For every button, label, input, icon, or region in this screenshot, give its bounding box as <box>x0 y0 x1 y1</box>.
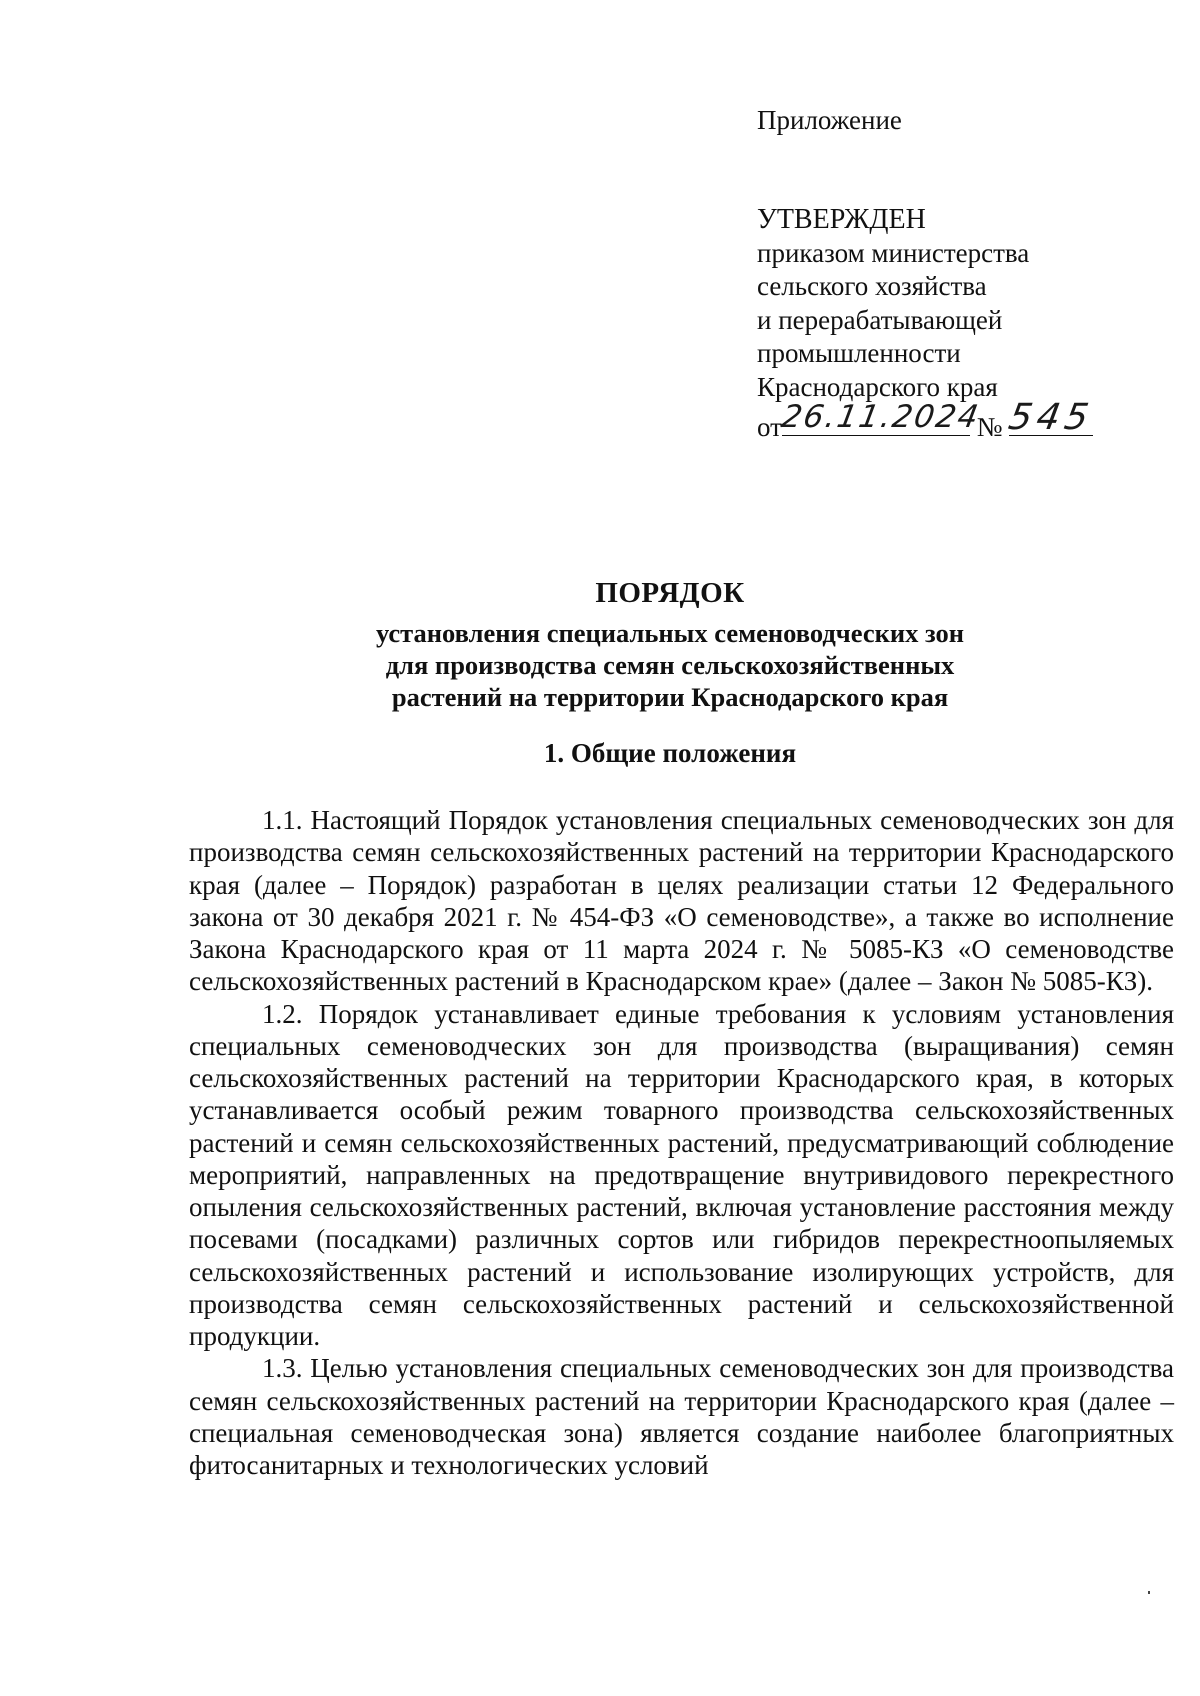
approval-line: сельского хозяйства <box>757 271 987 302</box>
document-title-block <box>150 576 1190 713</box>
paragraph-1-1: 1.1. Настоящий Порядок установления специальных семеноводческих зон для производства семян сельскохозяйственных растений на территории Краснодарского края (далее – Порядок) разработан в целях реализации статьи 12 Федерального закона от 30 декабря 2021 г. № 454-ФЗ «О семеноводстве», а также во исполнение Закона Краснодарского края от 11 марта 2024 г. № 5085-КЗ «О семеноводстве сельскохозяйственных растений в Краснодарском крае» (далее – Закон № 5085-КЗ). <box>189 805 1174 997</box>
approval-line: Краснодарского края <box>757 371 998 402</box>
number-field <box>1005 396 1097 438</box>
subtitle-line: для производства семян сельскохозяйственных <box>385 650 955 680</box>
document-body <box>189 804 1174 1481</box>
paragraph-1-2: 1.2. Порядок устанавливает единые требования к условиям установления специальных семеноводческих зон для производства (выращивания) семян сельскохозяйственных растений на территории Краснодарского края, в которых устанавливается особый режим товарного производства сельскохозяйственных растений и семян сельскохозяйственных растений, предусматривающий соблюдение мероприятий, направленных на предотвращение внутривидового перекрестного опыления сельскохозяйственных растений, включая установление расстояния между посевами (посадками) различных сортов или гибридов перекрестноопыляемых сельскохозяйственных растений и использование изолирующих устройств, для производства семян сельскохозяйственных растений и сельскохозяйственной продукции. <box>189 998 1174 1351</box>
approval-heading: УТВЕРЖДЕН <box>757 204 926 235</box>
approval-line: приказом министерства <box>757 237 1030 268</box>
approval-line: промышленности <box>757 338 961 369</box>
approval-block <box>757 203 1137 445</box>
handwritten-date: 26.11.2024 <box>778 398 983 435</box>
date-number-line <box>757 396 1137 445</box>
document-subtitle <box>150 617 1190 713</box>
number-prefix: № <box>976 411 1003 442</box>
handwritten-number: 545 <box>1005 396 1097 438</box>
approval-line: и перерабатывающей <box>757 304 1003 335</box>
section-heading: 1. Общие положения <box>543 738 797 768</box>
date-field <box>778 398 983 436</box>
paragraph-1-3: 1.3. Целью установления специальных семеноводческих зон для производства семян сельскохозяйственных растений на территории Краснодарского края (далее – специальная семеноводческая зона) является создание наиболее благоприятных фитосанитарных и технологических условий <box>189 1353 1174 1480</box>
document-title: ПОРЯДОК <box>595 577 745 609</box>
scan-artifact <box>1148 1591 1150 1594</box>
subtitle-line: растений на территории Краснодарского края <box>391 682 949 712</box>
appendix-label: Приложение <box>757 105 902 135</box>
subtitle-line: установления специальных семеноводческих зон <box>375 618 965 648</box>
date-prefix: от <box>757 411 782 442</box>
